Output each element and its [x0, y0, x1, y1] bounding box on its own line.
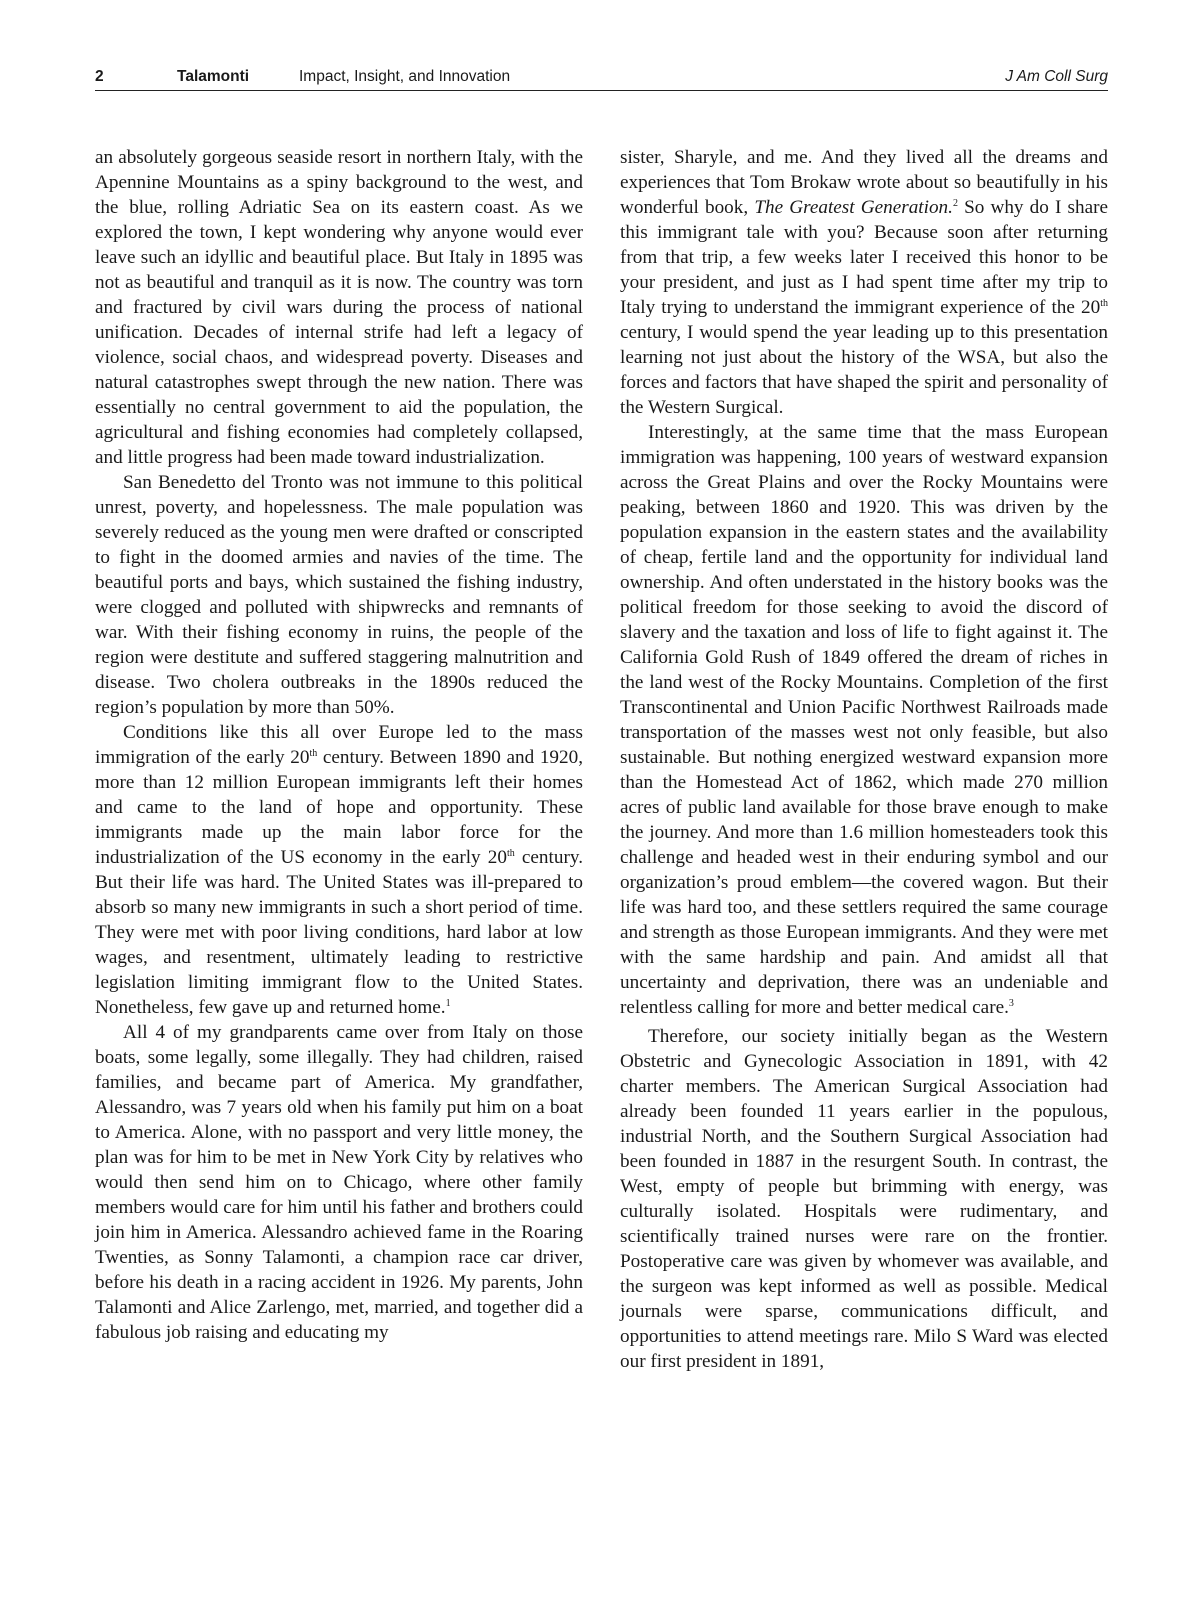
body-text — [95, 145, 1108, 1445]
running-head-journal: J Am Coll Surg — [1005, 68, 1108, 85]
reference-marker: 3 — [1008, 998, 1014, 1009]
reference-marker: 2 — [952, 198, 958, 209]
paragraph-text: century. Between 1890 and 1920, more than 12 million European immigrants left their homes and came to the land of hope and opportunity. These immigrants made up the main labor force for the industrialization of the US economy in the early 20 — [95, 747, 583, 868]
paragraph-text: century, I would spend the year leading up to this presentation learning not just about the history of the WSA, but also the forces and factors that have shaped the spirit and personality of the Western Surgical. — [620, 322, 1108, 418]
paragraph: All 4 of my grandparents came over from Italy on those boats, some legally, some illegally. They had children, raised families, and became part of America. My grandfather, Alessandro, was 7 years old when his family put him on a boat to America. Alone, with no passport and very little money, the plan was for him to be met in New York City by relatives who would then send him on to Chicago, where other family members would care for him until his father and brothers could join him in America. Alessandro achieved fame in the Roaring Twenties, as Sonny Talamonti, a champion race car driver, before his death in a racing accident in 1926. My parents, John Talamonti and Alice Zarlengo, met, married, and together did a fabulous job raising and educating my — [95, 1022, 583, 1343]
book-title: The Greatest Generation. — [754, 197, 953, 218]
paragraph-text: Interestingly, at the same time that the mass European immigration was happening, 100 years of westward expansion across the Great Plains and over the Rocky Mountains were peaking, between 1860 and 1920. This was driven by the population expansion in the eastern states and the availability of cheap, fertile land and the opportunity for individual land ownership. And often understated in the history books was the political freedom for those seeking to avoid the discord of slavery and the taxation and loss of life to fight against it. The California Gold Rush of 1849 offered the dream of riches in the land west of the Rocky Mountains. Completion of the first Transcontinental and Union Pacific Northwest Railroads made transportation of the masses west not only feasible, but also sustainable. But nothing energized westward expansion more than the Homestead Act of 1862, which made 270 million acres of public land available for those brave enough to make the journey. And more than 1.6 million homesteaders took this challenge and headed west in their enduring symbol and our organization’s proud emblem—the covered wagon. But their life was hard too, and these settlers required the same courage and strength as those European immigrants. And they were met with the same hardship and pain. And amidst all that uncertainty and deprivation, there was an undeniable and relentless calling for more and better medical care. — [620, 422, 1108, 1018]
paragraph-text: So why do I share this immigrant tale with you? Because soon after returning from that trip, a few weeks later I received this honor to be your president, and just as I had spent time after my trip to Italy trying to understand the immigrant experience of the 20 — [620, 197, 1109, 318]
reference-marker: 1 — [445, 998, 451, 1009]
running-head-author: Talamonti — [177, 68, 250, 85]
running-head-section: Impact, Insight, and Innovation — [299, 68, 511, 85]
left-column — [95, 145, 583, 1445]
page-number: 2 — [95, 68, 104, 85]
ordinal-superscript: th — [1100, 298, 1108, 309]
paragraph-text: Conditions like this all over Europe led to the mass immigration of the early 20 — [95, 722, 583, 768]
paragraph: Therefore, our society initially began as the Western Obstetric and Gynecologic Association in 1891, with 42 charter members. The American Surgical Association had already been founded 11 years earlier in the populous, industrial North, and the Southern Surgical Association had been founded in 1887 in the resurgent South. In contrast, the West, empty of people but brimming with energy, was culturally isolated. Hospitals were rudimentary, and scientifically trained nurses were rare on the frontier. Postoperative care was given by whomever was available, and the surgeon was kept informed as well as possible. Medical journals were sparse, communications difficult, and opportunities to attend meetings rare. Milo S Ward was elected our first president in 1891, — [620, 1026, 1108, 1372]
ordinal-superscript: th — [309, 748, 318, 759]
paragraph: San Benedetto del Tronto was not immune to this political unrest, poverty, and hopelessness. The male population was severely reduced as the young men were drafted or conscripted to fight in the doomed armies and navies of the time. The beautiful ports and bays, which sustained the fishing industry, were clogged and polluted with shipwrecks and remnants of war. With their fishing economy in ruins, the people of the region were destitute and suffered staggering malnutrition and disease. Two cholera outbreaks in the 1890s reduced the region’s population by more than 50%. — [95, 472, 583, 718]
ordinal-superscript: th — [506, 848, 515, 859]
paragraph — [620, 145, 1108, 420]
paragraph-text: sister, Sharyle, and me. And they lived all the dreams and experiences that Tom Brokaw wrote about so beautifully in his wonderful book, — [620, 147, 1108, 218]
paragraph — [620, 420, 1108, 1020]
paragraph — [95, 720, 583, 1020]
paragraph: an absolutely gorgeous seaside resort in northern Italy, with the Apennine Mountains as a spiny background to the west, and the blue, rolling Adriatic Sea on its eastern coast. As we explored the town, I kept wondering why anyone would ever leave such an idyllic and beautiful place. But Italy in 1895 was not as beautiful and tranquil as it is now. The country was torn and fractured by civil wars during the process of national unification. Decades of internal strife had left a legacy of violence, social chaos, and widespread poverty. Diseases and natural catastrophes swept through the new nation. There was essentially no central government to aid the population, the agricultural and fishing economies had completely collapsed, and little progress had been made toward industrialization. — [95, 147, 583, 468]
right-column — [620, 145, 1108, 1445]
running-header — [95, 64, 1108, 91]
paragraph-text: century. But their life was hard. The United States was ill-prepared to absorb so many new immigrants in such a short period of time. They were met with poor living conditions, hard labor at low wages, and resentment, ultimately leading to restrictive legislation limiting immigrant flow to the United States. Nonetheless, few gave up and returned home. — [95, 847, 583, 1018]
